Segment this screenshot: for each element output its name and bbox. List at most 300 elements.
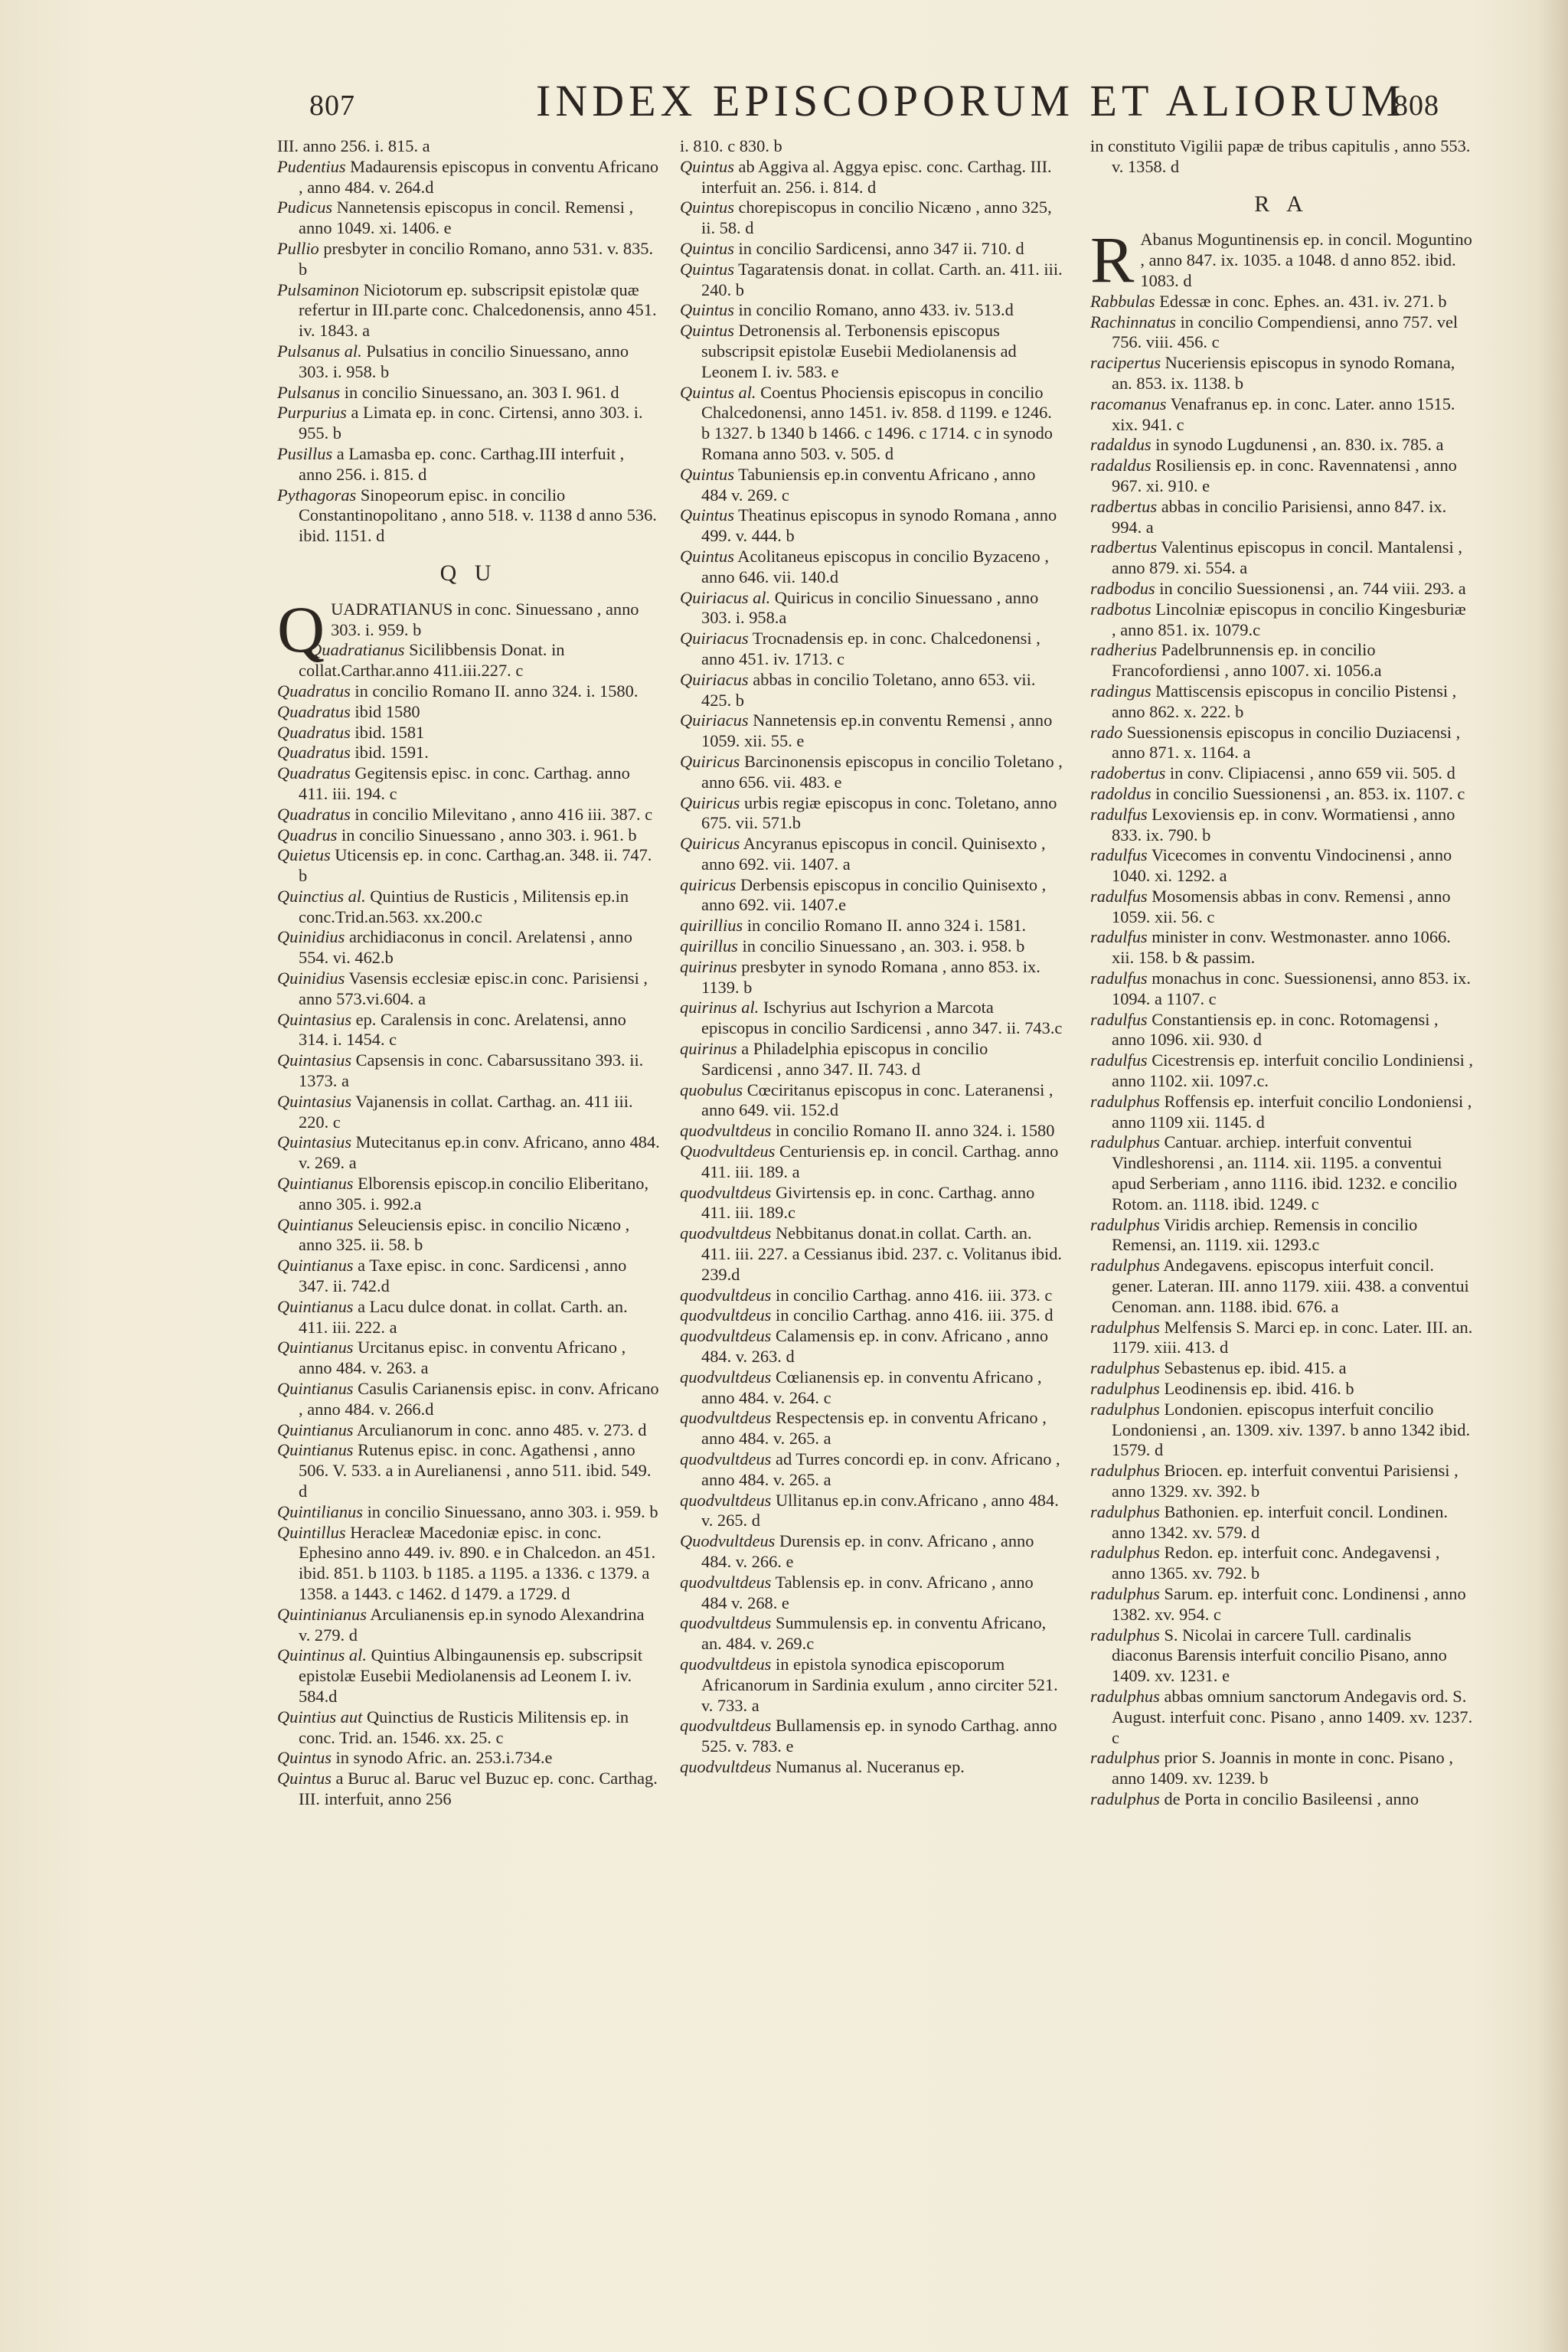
entry-text: Quinctius de Rusticis Militensis ep. in conc. Trid. an. 1546. xx. 25. c bbox=[299, 1707, 629, 1747]
entry-text: Sarum. ep. interfuit conc. Londinensi , anno 1382. xv. 954. c bbox=[1112, 1583, 1466, 1624]
entry-name: Quintillus bbox=[277, 1522, 346, 1542]
entry-name: radulphus bbox=[1090, 1686, 1160, 1706]
entry-text: Numanus al. Nuceranus ep. bbox=[776, 1756, 965, 1776]
entry-text: Urcitanus episc. in conventu Africano , anno 484. v. 263. a bbox=[299, 1338, 626, 1378]
index-entry bbox=[277, 198, 660, 239]
entry-name: radulphus bbox=[1090, 1625, 1160, 1645]
entry-text: ibid 1580 bbox=[354, 701, 420, 721]
index-entry bbox=[680, 157, 1063, 198]
entry-text: ad Turres concordi ep. in conv. Africano , anno 484. v. 265. a bbox=[701, 1449, 1060, 1489]
index-entry bbox=[680, 1531, 1063, 1573]
entry-name: Pullio bbox=[277, 238, 319, 258]
entry-text: archidiaconus in concil. Arelatensi , anno 554. vi. 462.b bbox=[299, 927, 632, 968]
entry-text: Nannetensis ep.in conventu Remensi , anno 1059. xii. 55. e bbox=[701, 710, 1053, 751]
index-entry bbox=[1090, 1584, 1473, 1625]
entry-name: radbertus bbox=[1090, 496, 1158, 516]
index-entry bbox=[680, 260, 1063, 301]
index-entry bbox=[277, 845, 660, 887]
entry-name: Quiriacus bbox=[680, 629, 749, 648]
entry-text: Edessæ in conc. Ephes. an. 431. iv. 271. b bbox=[1159, 291, 1447, 311]
entry-name: quodvultdeus bbox=[680, 1182, 772, 1202]
entry-name: Quadratus bbox=[277, 722, 351, 742]
index-entry bbox=[277, 1050, 660, 1092]
index-entry bbox=[277, 1132, 660, 1174]
index-entry bbox=[277, 239, 660, 280]
index-entry bbox=[680, 875, 1063, 916]
index-entry bbox=[680, 1285, 1063, 1306]
entry-text: Capsensis in conc. Cabarsussitano 393. ii. 1373. a bbox=[299, 1050, 644, 1091]
index-entry bbox=[680, 321, 1063, 382]
index-entry bbox=[277, 805, 660, 825]
index-entry bbox=[1090, 1687, 1473, 1748]
entry-name: Pulsaminon bbox=[277, 279, 359, 299]
entry-text: Seleuciensis episc. in concilio Nicæno , anno 325. ii. 58. b bbox=[299, 1214, 630, 1255]
entry-text: Suessionensis episcopus in concilio Duziacensi , anno 871. x. 1164. a bbox=[1112, 722, 1461, 763]
index-entry bbox=[680, 239, 1063, 260]
index-entry bbox=[680, 710, 1063, 752]
entry-text: a Lamasba ep. conc. Carthag.III interfuit , anno 256. i. 815. d bbox=[299, 443, 625, 484]
index-entry bbox=[277, 1297, 660, 1338]
entry-name: radulfus bbox=[1090, 1009, 1148, 1029]
entry-text: in conv. Clipiacensi , anno 659 vii. 505. d bbox=[1169, 763, 1455, 783]
entry-name: Quiriacus bbox=[680, 710, 749, 730]
index-entry bbox=[680, 547, 1063, 588]
entry-name: radulfus bbox=[1090, 886, 1148, 906]
entry-text: ibid. 1581 bbox=[354, 722, 425, 742]
index-entry bbox=[1090, 1379, 1473, 1400]
entry-name: Quadratus bbox=[277, 701, 351, 721]
entry-name: racomanus bbox=[1090, 394, 1167, 413]
entry-text: Roffensis ep. interfuit concilio Londoniensi , anno 1109 xii. 1145. d bbox=[1112, 1091, 1472, 1132]
entry-name: Quadrus bbox=[277, 825, 338, 844]
index-entry bbox=[277, 341, 660, 383]
entry-name: Pusillus bbox=[277, 443, 333, 463]
entry-text: Givirtensis ep. in conc. Carthag. anno 411. iii. 189.c bbox=[701, 1182, 1035, 1223]
entry-text: Ancyranus episcopus in concil. Quinisexto , anno 692. vii. 1407. a bbox=[701, 834, 1046, 874]
entry-name: quirinus bbox=[680, 956, 737, 976]
index-entry bbox=[680, 793, 1063, 835]
index-entry bbox=[277, 969, 660, 1010]
index-entry bbox=[680, 629, 1063, 670]
entry-text: Elborensis episcop.in concilio Eliberitano, anno 305. i. 992.a bbox=[299, 1174, 649, 1214]
entry-name: quodvultdeus bbox=[680, 1408, 772, 1428]
entry-text: a Buruc al. Baruc vel Buzuc ep. conc. Carthag. III. interfuit, anno 256 bbox=[299, 1769, 658, 1808]
entry-text: Durensis ep. in conv. Africano , anno 484. v. 266. e bbox=[701, 1531, 1034, 1571]
index-entry bbox=[1090, 1132, 1473, 1214]
entry-text: in synodo Lugdunensi , an. 830. ix. 785. a bbox=[1155, 435, 1444, 455]
index-entry bbox=[1090, 1400, 1473, 1461]
entry-text: Acolitaneus episcopus in concilio Byzaceno , anno 646. vii. 140.d bbox=[701, 546, 1049, 586]
entry-name: radulphus bbox=[1090, 1461, 1160, 1481]
entry-text: Summulensis ep. in conventu Africano, an. 484. v. 269.c bbox=[701, 1613, 1047, 1654]
index-entry bbox=[1090, 136, 1473, 178]
entry-name: quirillus bbox=[680, 936, 738, 956]
entry-name: Quintinus al. bbox=[277, 1645, 367, 1665]
entry-text: Lexoviensis ep. in conv. Wormatiensi , anno 833. ix. 790. b bbox=[1112, 804, 1455, 844]
entry-name: radulfus bbox=[1090, 1050, 1148, 1070]
index-entry bbox=[277, 1748, 660, 1769]
entry-name: Quintus bbox=[680, 238, 734, 258]
index-entry bbox=[1090, 292, 1473, 312]
entry-name: quodvultdeus bbox=[680, 1613, 772, 1633]
index-entry bbox=[680, 957, 1063, 998]
entry-name: Quinidius bbox=[277, 927, 345, 947]
entry-name: Quinidius bbox=[277, 969, 345, 988]
entry-text: a Philadelphia episcopus in concilio Sardicensi , anno 347. II. 743. d bbox=[701, 1039, 988, 1079]
index-entry bbox=[680, 136, 1063, 157]
entry-name: radulfus bbox=[1090, 845, 1148, 865]
entry-text: a Lacu dulce donat. in collat. Carth. an. 411. iii. 222. a bbox=[299, 1296, 628, 1337]
entry-text: Sicilibbensis Donat. in collat.Carthar.anno 411.iii.227. c bbox=[299, 640, 565, 681]
index-entry bbox=[1090, 784, 1473, 805]
entry-text: Bullamensis ep. in synodo Carthag. anno 525. v. 783. e bbox=[701, 1716, 1057, 1756]
index-entry bbox=[1090, 763, 1473, 784]
entry-name: radulphus bbox=[1090, 1399, 1160, 1419]
entry-text: Andegavens. episcopus interfuit concil. gener. Lateran. III. anno 1179. xiii. 438. a conventui Cenoman. ann. 1188. ibid. 676. a bbox=[1112, 1256, 1469, 1316]
entry-name: Quiricus bbox=[680, 792, 740, 812]
entry-text: a Taxe episc. in conc. Sardicensi , anno 347. ii. 742.d bbox=[299, 1256, 627, 1296]
entry-name: Quintilianus bbox=[277, 1501, 363, 1521]
entry-name: Quinctius al. bbox=[277, 886, 366, 906]
entry-name: Pulsanus al. bbox=[277, 341, 362, 361]
section-heading: Q U bbox=[439, 560, 498, 586]
entry-name: radbotus bbox=[1090, 599, 1152, 619]
entry-text: abbas in concilio Parisiensi, anno 847. ix. 994. a bbox=[1112, 496, 1447, 537]
index-entry bbox=[1090, 1502, 1473, 1544]
index-entry bbox=[1090, 640, 1473, 681]
entry-text: Centuriensis ep. in concil. Carthag. anno 411. iii. 189. a bbox=[701, 1142, 1059, 1181]
entry-text: Vicecomes in conventu Vindocinensi , anno 1040. xi. 1292. a bbox=[1112, 845, 1452, 886]
index-entry bbox=[1090, 1092, 1473, 1133]
entry-text: ab Aggiva al. Aggya episc. conc. Carthag. III. interfuit an. 256. i. 814. d bbox=[701, 156, 1052, 197]
entry-text: in concilio Romano II. anno 324. i. 1580 bbox=[776, 1121, 1055, 1141]
index-entry bbox=[1090, 353, 1473, 394]
entry-text: presbyter in concilio Romano, anno 531. v. 835. b bbox=[299, 238, 654, 279]
entry-name: Quiricus bbox=[680, 834, 740, 854]
index-entry bbox=[680, 1326, 1063, 1367]
entry-text: Tablensis ep. in conv. Africano , anno 484 v. 268. e bbox=[701, 1572, 1034, 1612]
entry-name: radulfus bbox=[1090, 969, 1148, 988]
entry-name: Quintus bbox=[277, 1769, 332, 1788]
entry-name: Quintus bbox=[680, 464, 734, 484]
entry-text: de Porta in concilio Basileensi , anno bbox=[1164, 1788, 1419, 1808]
entry-text: in concilio Romano, anno 433. iv. 513.d bbox=[738, 300, 1014, 320]
index-entry bbox=[277, 403, 660, 444]
entry-name: Quintasius bbox=[277, 1009, 352, 1029]
entry-name: Pudentius bbox=[277, 156, 346, 176]
entry-text: Cœlianensis ep. in conventu Africano , anno 484. v. 264. c bbox=[701, 1367, 1042, 1407]
index-entry bbox=[277, 1440, 660, 1501]
entry-name: Quietus bbox=[277, 845, 331, 865]
index-entry bbox=[1090, 927, 1473, 969]
index-entry bbox=[1090, 435, 1473, 456]
entry-text: Mosomensis abbas in conv. Remensi , anno 1059. xii. 56. c bbox=[1112, 886, 1451, 926]
entry-text: in synodo Afric. an. 253.i.734.e bbox=[335, 1748, 553, 1768]
entry-name: Pythagoras bbox=[277, 485, 357, 505]
entry-text: Ischyrius aut Ischyrion a Marcota episcopus in concilio Sardicensi , anno 347. ii. 743.c bbox=[701, 998, 1063, 1038]
entry-text: monachus in conc. Suessionensi, anno 853. ix. 1094. a 1107. c bbox=[1112, 969, 1471, 1008]
entry-name: quobulus bbox=[680, 1080, 743, 1099]
entry-text: in epistola synodica episcoporum Africanorum in Sardinia exulum , anno circiter 521. v. 733. a bbox=[701, 1654, 1058, 1715]
entry-name: Quintianus bbox=[277, 1419, 354, 1439]
entry-name: quirillius bbox=[680, 916, 743, 936]
index-entry bbox=[1090, 456, 1473, 497]
entry-name: quodvultdeus bbox=[680, 1285, 772, 1305]
entry-text: in concilio Romano II. anno 324. i. 1580. bbox=[354, 681, 639, 701]
entry-text: Abanus Moguntinensis ep. in concil. Moguntino , anno 847. ix. 1035. a 1048. d anno 852. ibid. 1083. d bbox=[1140, 230, 1472, 290]
index-entry bbox=[680, 1142, 1063, 1183]
entry-text: Quintius Albingaunensis ep. subscripsit epistolæ Eusebii Mediolanensis ad Leonem I. iv. 584.d bbox=[299, 1645, 643, 1706]
entry-text: Redon. ep. interfuit conc. Andegavensi , anno 1365. xv. 792. b bbox=[1112, 1543, 1440, 1583]
entry-text: Pulsatius in concilio Sinuessano, anno 303. i. 958. b bbox=[299, 341, 629, 381]
entry-name: Quintianus bbox=[277, 1379, 354, 1399]
entry-name: Quodvultdeus bbox=[680, 1142, 776, 1161]
entry-name: quodvultdeus bbox=[680, 1223, 772, 1243]
entry-name: Pudicus bbox=[277, 198, 333, 217]
index-entry bbox=[680, 1080, 1063, 1122]
drop-cap: R bbox=[1090, 223, 1135, 297]
entry-name: Purpurius bbox=[277, 403, 347, 423]
index-entry bbox=[680, 1757, 1063, 1778]
entry-text: Constantiensis ep. in conc. Rotomagensi , anno 1096. xii. 930. d bbox=[1112, 1009, 1439, 1050]
entry-text: in concilio Carthag. anno 416. iii. 373. c bbox=[776, 1285, 1053, 1305]
column-1 bbox=[277, 136, 660, 1810]
entry-name: radulphus bbox=[1090, 1543, 1160, 1563]
index-entry bbox=[1090, 723, 1473, 764]
entry-text: Nannetensis episcopus in concil. Remensi , anno 1049. xi. 1406. e bbox=[299, 198, 634, 238]
index-entry bbox=[680, 936, 1063, 957]
index-entry bbox=[680, 1305, 1063, 1326]
entry-name: quodvultdeus bbox=[680, 1654, 772, 1674]
entry-name: Quintianus bbox=[277, 1296, 354, 1316]
entry-text: in concilio Sardicensi, anno 347 ii. 710. d bbox=[738, 238, 1024, 258]
entry-name: Quintinianus bbox=[277, 1604, 367, 1624]
entry-name: radulphus bbox=[1090, 1317, 1160, 1337]
entry-name: Quadratus bbox=[277, 681, 351, 701]
entry-name: Quadratianus bbox=[309, 640, 405, 660]
index-entry bbox=[1090, 1625, 1473, 1687]
index-entry bbox=[277, 681, 660, 702]
index-entry bbox=[1090, 969, 1473, 1010]
index-entry bbox=[277, 444, 660, 485]
index-entry bbox=[1090, 887, 1473, 928]
entry-text: in concilio Romano II. anno 324 i. 1581. bbox=[746, 916, 1027, 936]
entry-text: Melfensis S. Marci ep. in conc. Later. III. an. 1179. xiii. 413. d bbox=[1112, 1317, 1473, 1357]
entry-text: Rosiliensis ep. in conc. Ravennatensi , anno 967. xi. 910. e bbox=[1112, 456, 1457, 495]
entry-name: Quiricus bbox=[680, 751, 740, 771]
entry-text: Coentus Phociensis episcopus in concilio Chalcedonensi, anno 1451. iv. 858. d 1199. e 1246. b 1327. b 1340 b 1466. c 1496. c 1714. c in synodo Romana anno 503. v. 505. d bbox=[701, 382, 1053, 463]
entry-name: quirinus bbox=[680, 1039, 737, 1059]
index-entry bbox=[680, 998, 1063, 1039]
entry-name: Quintianus bbox=[277, 1256, 354, 1276]
index-entry bbox=[277, 723, 660, 743]
entry-name: quirinus al. bbox=[680, 998, 760, 1018]
entry-name: Quintasius bbox=[277, 1132, 352, 1152]
entry-name: quodvultdeus bbox=[680, 1572, 772, 1592]
column-3 bbox=[1090, 136, 1473, 1810]
entry-text: Casulis Carianensis episc. in conv. Africano , anno 484. v. 266.d bbox=[299, 1379, 659, 1419]
index-entry bbox=[1090, 223, 1473, 297]
entry-text: Rutenus episc. in conc. Agathensi , anno 506. V. 533. a in Aurelianensi , anno 511. ibid. 549. d bbox=[299, 1440, 652, 1501]
entry-text: a Limata ep. in conc. Cirtensi, anno 303. i. 955. b bbox=[299, 403, 643, 443]
entry-text: Calamensis ep. in conv. Africano , anno 484. v. 263. d bbox=[701, 1326, 1049, 1367]
index-entry bbox=[1090, 537, 1473, 579]
entry-name: racipertus bbox=[1090, 353, 1161, 373]
index-entry bbox=[277, 485, 660, 547]
page-edge-shadow bbox=[1537, 0, 1568, 2352]
index-entry bbox=[680, 300, 1063, 321]
entry-name: radoldus bbox=[1090, 783, 1152, 803]
entry-text: Lincolniæ episcopus in concilio Kingesburiæ , anno 851. ix. 1079.c bbox=[1112, 599, 1466, 639]
entry-name: Pulsanus bbox=[277, 382, 341, 402]
entry-text: Nebbitanus donat.in collat. Carth. an. 411. iii. 227. a Cessianus ibid. 237. c. Volitanus ibid. 239.d bbox=[701, 1223, 1063, 1284]
entry-text: Barcinonensis episcopus in concilio Toletano , anno 656. vii. 483. e bbox=[701, 751, 1063, 792]
entry-name: Quintus bbox=[680, 546, 734, 566]
entry-name: quodvultdeus bbox=[680, 1305, 772, 1325]
entry-name: radulfus bbox=[1090, 927, 1148, 947]
entry-name: Quadratus bbox=[277, 763, 351, 783]
entry-name: radherius bbox=[1090, 640, 1158, 660]
entry-text: Valentinus episcopus in concil. Mantalensi , anno 879. xi. 554. a bbox=[1112, 537, 1462, 578]
index-entry bbox=[277, 1645, 660, 1707]
entry-text: in concilio Sinuessano, an. 303 I. 961. d bbox=[344, 382, 619, 402]
entry-name: Quintus bbox=[680, 198, 734, 217]
index-entry bbox=[680, 1655, 1063, 1716]
index-entry bbox=[1090, 1789, 1473, 1810]
entry-text: Niciotorum ep. subscripsit epistolæ quæ refertur in III.parte conc. Chalcedonensis, anno 451. iv. 1843. a bbox=[299, 279, 657, 341]
drop-cap: Q bbox=[277, 592, 325, 666]
entry-text: Theatinus episcopus in synodo Romana , anno 499. v. 444. b bbox=[701, 505, 1057, 546]
entry-name: quodvultdeus bbox=[680, 1326, 772, 1346]
entry-name: quodvultdeus bbox=[680, 1367, 772, 1387]
entry-name: radulphus bbox=[1090, 1501, 1160, 1521]
page-number-left: 807 bbox=[309, 90, 355, 122]
entry-text: in concilio Compendiensi, anno 757. vel 756. viii. 456. c bbox=[1112, 312, 1459, 352]
entry-text: chorepiscopus in concilio Nicæno , anno 325, ii. 58. d bbox=[701, 198, 1052, 238]
index-entry bbox=[680, 1613, 1063, 1655]
index-entry bbox=[277, 743, 660, 763]
page-number-right: 808 bbox=[1393, 90, 1439, 122]
entry-name: quodvultdeus bbox=[680, 1449, 772, 1468]
entry-text: abbas in concilio Toletano, anno 653. vii. 425. b bbox=[701, 669, 1036, 710]
entry-text: minister in conv. Westmonaster. anno 1066. xii. 158. b & passim. bbox=[1112, 927, 1451, 968]
entry-text: Vajanensis in collat. Carthag. an. 411 iii. 220. c bbox=[299, 1091, 633, 1132]
entry-name: radulfus bbox=[1090, 804, 1148, 824]
index-entry bbox=[277, 1256, 660, 1297]
entry-text: in concilio Sinuessano, anno 303. i. 959. b bbox=[367, 1501, 658, 1521]
index-entry bbox=[277, 702, 660, 723]
entry-name: radingus bbox=[1090, 681, 1152, 701]
entry-name: radulphus bbox=[1090, 1256, 1160, 1276]
entry-text: in concilio Suessionensi , an. 853. ix. 1107. c bbox=[1155, 783, 1465, 803]
entry-name: radaldus bbox=[1090, 435, 1152, 455]
entry-name: Quadratus bbox=[277, 743, 351, 763]
index-entry bbox=[277, 887, 660, 928]
index-entry bbox=[277, 825, 660, 846]
index-entry bbox=[680, 1121, 1063, 1142]
entry-text: in concilio Sinuessano , an. 303. i. 958. b bbox=[742, 936, 1025, 956]
index-entry bbox=[1090, 1543, 1473, 1584]
index-entry bbox=[1090, 681, 1473, 723]
entry-name: Quadratus bbox=[277, 804, 351, 824]
column-2 bbox=[680, 136, 1063, 1778]
entry-text: Bathonien. ep. interfuit concil. Londinen. anno 1342. xv. 579. d bbox=[1112, 1501, 1449, 1542]
index-entry bbox=[277, 136, 660, 157]
entry-text: Madaurensis episcopus in conventu Africano , anno 484. v. 264.d bbox=[299, 156, 659, 197]
index-entry bbox=[1090, 579, 1473, 599]
entry-name: quodvultdeus bbox=[680, 1756, 772, 1776]
entry-text: in concilio Carthag. anno 416. iii. 375. d bbox=[776, 1305, 1054, 1325]
entry-text: Briocen. ep. interfuit conventui Parisiensi , anno 1329. xv. 392. b bbox=[1112, 1461, 1459, 1501]
entry-text: UADRATIANUS in conc. Sinuessano , anno 303. i. 959. b bbox=[331, 599, 639, 639]
index-entry bbox=[277, 1420, 660, 1441]
index-entry bbox=[277, 640, 660, 681]
entry-name: quodvultdeus bbox=[680, 1121, 772, 1141]
entry-text: Gegitensis episc. in conc. Carthag. anno 411. iii. 194. c bbox=[299, 763, 630, 803]
entry-text: Tagaratensis donat. in collat. Carth. an. 411. iii. 240. b bbox=[701, 259, 1063, 299]
index-entry bbox=[1090, 1050, 1473, 1092]
index-entry bbox=[1090, 1215, 1473, 1256]
entry-text: Padelbrunnensis ep. in concilio Francofordiensi , anno 1007. xi. 1056.a bbox=[1112, 640, 1382, 681]
entry-name: quiricus bbox=[680, 874, 737, 894]
index-entry bbox=[1090, 1358, 1473, 1379]
entry-text: Detronensis al. Terbonensis episcopus subscripsit epistolæ Eusebii Mediolanensis ad Leonem I. iv. 583. e bbox=[701, 321, 1017, 381]
entry-name: Quintius aut bbox=[277, 1707, 363, 1726]
entry-name: Quintus bbox=[680, 321, 734, 341]
entry-name: radbertus bbox=[1090, 537, 1158, 557]
entry-text: in constituto Vigilii papæ de tribus capitulis , anno 553. v. 1358. d bbox=[1090, 136, 1471, 176]
entry-text: Sinopeorum episc. in concilio Constantinopolitano , anno 518. v. 1138 d anno 536. ibid. 1151. d bbox=[299, 485, 657, 546]
entry-name: radbodus bbox=[1090, 578, 1155, 598]
entry-text: Quiricus in concilio Sinuessano , anno 303. i. 958.a bbox=[701, 587, 1039, 628]
index-entry bbox=[680, 1716, 1063, 1757]
index-entry bbox=[277, 763, 660, 805]
entry-text: III. anno 256. i. 815. a bbox=[277, 136, 430, 155]
entry-text: Viridis archiep. Remensis in concilio Remensi, an. 1119. xii. 1293.c bbox=[1112, 1214, 1418, 1255]
entry-text: Arculianensis ep.in synodo Alexandrina v. 279. d bbox=[299, 1604, 645, 1645]
index-entry bbox=[277, 1338, 660, 1379]
entry-text: Arculianorum in conc. anno 485. v. 273. d bbox=[356, 1419, 647, 1439]
entry-text: in concilio Suessionensi , an. 744 viii. 293. a bbox=[1159, 578, 1466, 598]
entry-name: radulphus bbox=[1090, 1379, 1160, 1399]
index-entry bbox=[277, 1379, 660, 1420]
entry-text: Trocnadensis ep. in conc. Chalcedonensi , anno 451. iv. 1713. c bbox=[701, 629, 1040, 668]
entry-name: radulphus bbox=[1090, 1583, 1160, 1603]
index-entry bbox=[277, 1769, 660, 1810]
index-entry bbox=[1090, 312, 1473, 354]
entry-name: radulphus bbox=[1090, 1748, 1160, 1768]
index-entry bbox=[277, 1707, 660, 1749]
entry-text: Quintius de Rusticis , Militensis ep.in conc.Trid.an.563. xx.200.c bbox=[299, 886, 629, 926]
entry-text: abbas omnium sanctorum Andegavis ord. S. August. interfuit conc. Pisano , anno 1409. xv. 1237. c bbox=[1112, 1686, 1473, 1747]
index-entry bbox=[277, 280, 660, 341]
index-entry bbox=[277, 1010, 660, 1051]
index-entry bbox=[680, 752, 1063, 793]
index-entry bbox=[277, 1174, 660, 1215]
index-entry bbox=[680, 1408, 1063, 1449]
index-entry bbox=[680, 916, 1063, 936]
entry-text: ep. Caralensis in conc. Arelatensi, anno 314. i. 1454. c bbox=[299, 1009, 626, 1050]
index-entry bbox=[1090, 845, 1473, 887]
entry-name: Quintasius bbox=[277, 1050, 352, 1070]
index-entry bbox=[277, 383, 660, 403]
entry-name: Quintus bbox=[680, 156, 734, 176]
entry-text: Leodinensis ep. ibid. 416. b bbox=[1164, 1379, 1354, 1399]
entry-name: radulphus bbox=[1090, 1132, 1160, 1152]
entry-name: radaldus bbox=[1090, 456, 1152, 475]
index-entry bbox=[680, 465, 1063, 506]
entry-name: Quintus bbox=[277, 1748, 332, 1768]
